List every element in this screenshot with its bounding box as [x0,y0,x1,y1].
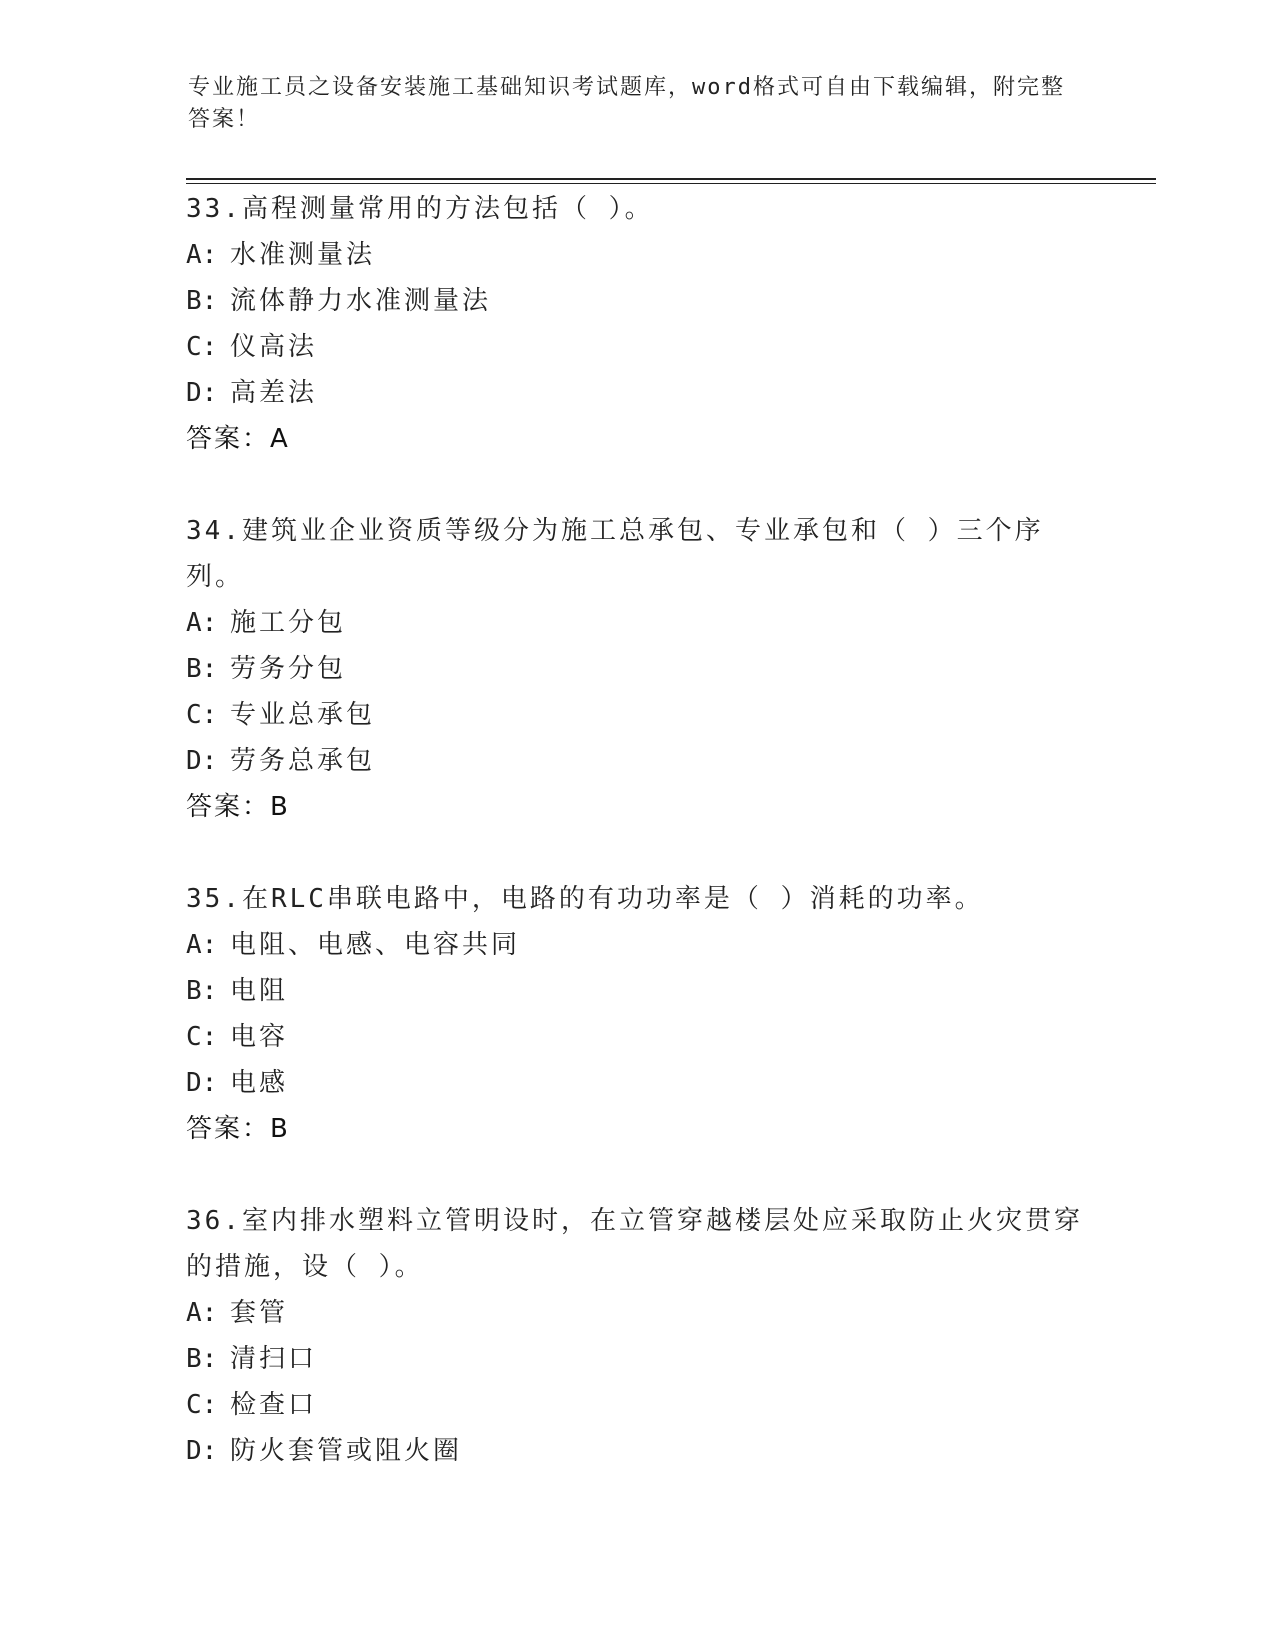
answer-line: 答案：B [186,1114,290,1144]
question-36 [186,1198,1086,1474]
option-d [186,1060,1086,1106]
option-key: D: [186,1068,218,1098]
option-key: C: [186,700,218,730]
option-d [186,1428,1086,1474]
option-text: 劳务总承包 [230,746,376,776]
option-key: D: [186,746,218,776]
option-text: 专业总承包 [230,700,376,730]
option-text: 套管 [230,1298,289,1328]
option-text: 电感 [230,1068,289,1098]
option-text: 水准测量法 [230,240,376,270]
spacer [186,1152,1086,1198]
option-text: 检查口 [230,1390,318,1420]
document-header: 专业施工员之设备安装施工基础知识考试题库，word格式可自由下载编辑，附完整答案！ [188,75,1065,132]
option-text: 施工分包 [230,608,347,638]
option-d [186,370,1086,416]
option-text: 防火套管或阻火圈 [230,1436,463,1466]
header-divider-thin [186,183,1156,184]
option-key: B: [186,1344,218,1374]
question-stem: 33.高程测量常用的方法包括（ ）。 [186,194,654,224]
option-text: 高差法 [230,378,318,408]
option-key: B: [186,654,218,684]
option-key: B: [186,286,218,316]
option-c [186,1014,1086,1060]
question-33 [186,186,1086,462]
option-b [186,646,1086,692]
option-c [186,692,1086,738]
option-c [186,324,1086,370]
option-key: A: [186,1298,218,1328]
option-text: 流体静力水准测量法 [230,286,492,316]
option-key: D: [186,1436,218,1466]
option-key: C: [186,1390,218,1420]
option-text: 仪高法 [230,332,318,362]
question-list [186,186,1086,1474]
spacer [186,830,1086,876]
question-35 [186,876,1086,1152]
option-text: 电阻 [230,976,289,1006]
option-key: A: [186,608,218,638]
answer-line: 答案：A [186,424,290,454]
answer-line: 答案：B [186,792,290,822]
option-key: D: [186,378,218,408]
question-34 [186,508,1086,830]
option-c [186,1382,1086,1428]
option-a [186,600,1086,646]
spacer [186,462,1086,508]
option-key: B: [186,976,218,1006]
option-text: 电容 [230,1022,289,1052]
option-key: C: [186,332,218,362]
header-divider-thick [186,178,1156,180]
option-d [186,738,1086,784]
question-stem: 35.在RLC串联电路中，电路的有功功率是（ ）消耗的功率。 [186,884,984,914]
option-key: A: [186,930,218,960]
option-key: C: [186,1022,218,1052]
option-a [186,1290,1086,1336]
option-b [186,968,1086,1014]
option-b [186,278,1086,324]
option-text: 清扫口 [230,1344,318,1374]
option-text: 电阻、电感、电容共同 [230,930,521,960]
question-stem: 36.室内排水塑料立管明设时，在立管穿越楼层处应采取防止火灾贯穿的措施，设（ ）。 [186,1206,1083,1282]
option-text: 劳务分包 [230,654,347,684]
option-a [186,922,1086,968]
option-a [186,232,1086,278]
question-stem: 34.建筑业企业资质等级分为施工总承包、专业承包和（ ）三个序列。 [186,516,1044,592]
option-b [186,1336,1086,1382]
option-key: A: [186,240,218,270]
